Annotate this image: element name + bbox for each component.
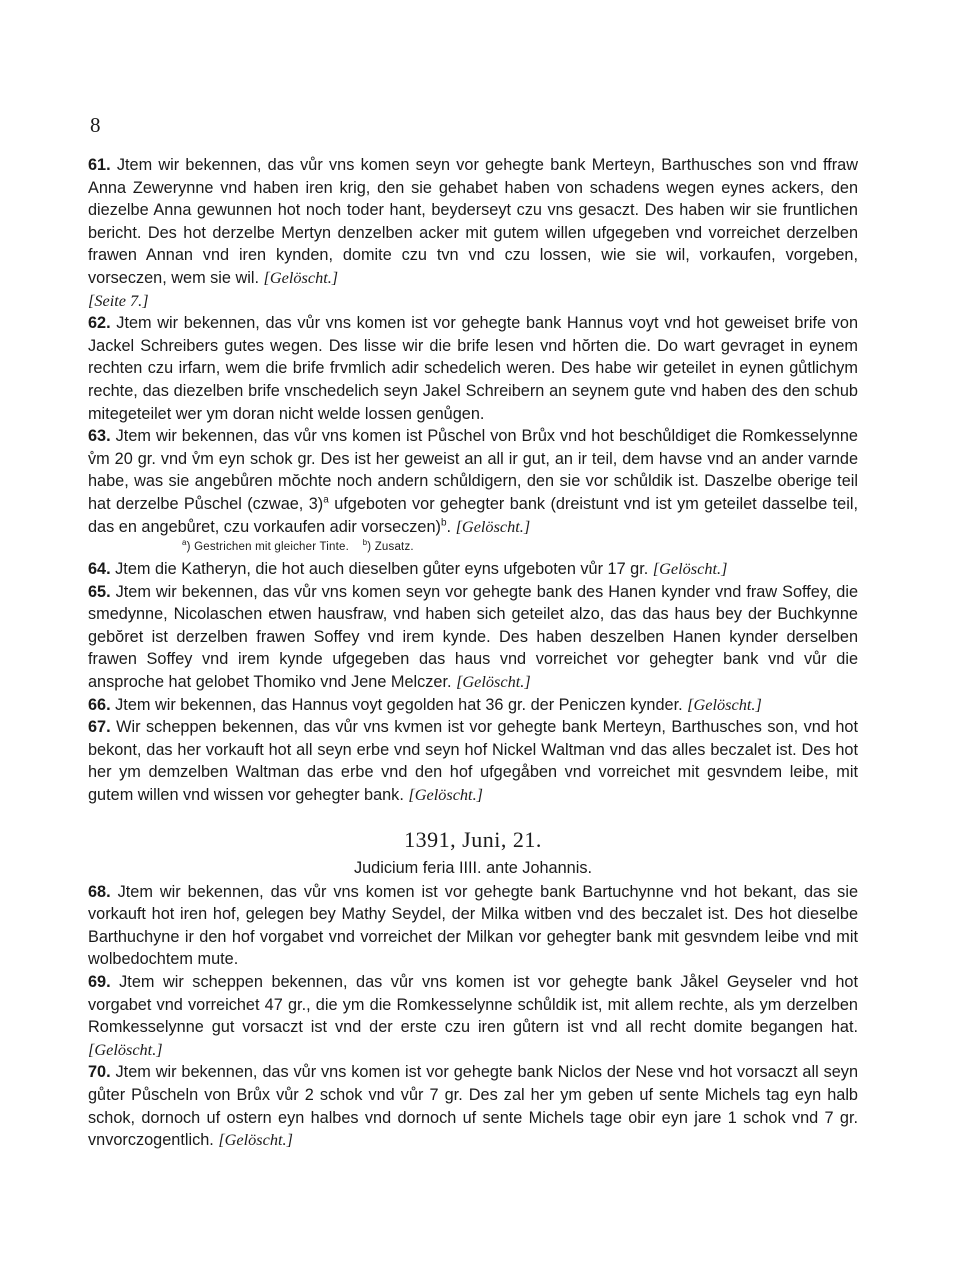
footnote-ref-b: b: [440, 517, 447, 529]
entry-text: Jtem wir bekennen, das vůr vns komen seyn vor gehegte bank Merteyn, Barthusches son vnd ffraw Anna Zewerynne vnd haben iren krig, den sie gehabet haben von schadens wegen eynes ackers, den diezelbe Anna gewunnen hot noch toder hant, beyderseyt czu vns gesaczt. Des haben wir sie fruntlichen bericht. Des hot derzelbe Mertyn denzelben acker mit gutem willen ufgegeben vnd vorreichet derzelben frawen Annan vnd iren kynden, domite czu tvn vnd czu lossen, wie sie wil, vorkaufen, vorgeben, vorseczen, wem sie wil.: [88, 156, 858, 287]
entry-number: 62.: [88, 314, 111, 333]
entry-number: 70.: [88, 1063, 111, 1082]
entry-number: 69.: [88, 973, 111, 991]
page-marker-text: [Seite 7.]: [88, 290, 149, 310]
entry-text: Wir scheppen bekennen, das vůr vns kvmen ist vor gehegte bank Merteyn, Barthusches son, vnd hot bekont, das her vorkauft hot all seyn erbe vnd seyn hof Nickel Waltman vnd das alles beczalet ist. Des hot her ym demzelben Waltman das erbe vnd den hof ufgegåben vnd vorreichet mit gesvndem leibe, mit gutem willen vnd wissen vor gehegter bank.: [88, 718, 858, 805]
entry-text: Jtem wir bekennen, das vůr vns komen ist vor gehegte bank Niclos der Nese vnd hot vorsaczt all seyn gůter Půscheln von Brůx vůr 2 schok vnd vůr 7 gr. Des zal her ym geben uf sente Michels tag eyn halb schok, dornoch uf ostern eyn halbes vnd dornoch uf sente Michels tage obir eyn jare 1 schok vnd 7 gr. vnvorczogentlich.: [88, 1063, 858, 1150]
entry-text: ufgeboten vor gehegter bank (dreistunt vnd ist ym geteilet dasselbe teil, das en angebůret, czu vorkaufen adir vorseczen): [88, 494, 858, 536]
entry-number: 63.: [88, 427, 111, 446]
deleted-note: [Gelöscht.]: [687, 694, 762, 714]
footnote-text-a: ) Gestrichen mit gleicher Tinte.: [186, 541, 350, 554]
entry-number: 61.: [88, 156, 111, 174]
entry-67: [88, 716, 858, 806]
entry-text: Jtem wir bekennen, das Hannus voyt gegolden hat 36 gr. der Peniczen kynder.: [110, 695, 688, 714]
deleted-note: [Gelöscht.]: [455, 516, 531, 536]
deleted-note: [Gelöscht.]: [652, 559, 728, 579]
entry-63: [88, 425, 858, 538]
entry-61: [88, 154, 858, 290]
document-body: [88, 154, 858, 1152]
entry-66: [88, 694, 858, 717]
entry-number: 66.: [88, 695, 111, 714]
entry-text: Jtem wir scheppen bekennen, das vůr vns komen ist vor gehegte bank Jåkel Geyseler vnd hot vorgabet vnd vorreichet 47 gr., die ym die Romkesselynne schůldik ist, mit allem rechte, als ym derzelben Romkesselynne gut vorsaczt ist vnd der erste czu iren gůtern ist vnd all recht domite begangen hat.: [88, 973, 858, 1037]
entry-text: Jtem wir bekennen, das vůr vns komen ist Půschel von Brůx vnd hot beschůldiget die Romkesselynne v̊m 20 gr. vnd v̊m eyn schok gr. Des ist her geweist an all ir gut, an ir teil, dem havse vnd an ander varnde habe, was sie angebůren mŏchte noch andern schůldigern, den sie vor schůldik ist. Daszelbe oberige teil hat derzelbe Půschel (czwae, 3): [88, 427, 858, 513]
page-marker: [88, 290, 858, 313]
entry-text: Jtem wir bekennen, das vůr vns komen ist vor gehegte bank Hannus voyt vnd hot geweiset brife von Jackel Schreibers gutes wegen. Des lisse wir die brife lesen vnd hŏrten die. Do wart gevraget in eynem rechten czu irfarn, wem die brife frvmlich adir schedelich weren. Des habe wir geteilet in eynen gůtlichym rechte, das diezelben brife vnschedelich seyn Jakel Schreibern an seynem gute vnd haben des den schub mitegeteilet wer ym doran nicht welde lossen genůgen.: [88, 314, 858, 423]
footnote-ref-a: a: [323, 494, 329, 506]
entry-68: [88, 881, 858, 971]
entry-number: 67.: [88, 718, 111, 737]
date-heading: 1391, Juni, 21.: [404, 826, 542, 852]
footnote: [182, 539, 858, 556]
entry-69: [88, 971, 858, 1061]
entry-text: Jtem wir bekennen, das vůr vns komen seyn vor gehegte bank des Hanen kynder vnd fraw Soffey, die smedynne, Nicolaschen etwen hausfraw, vnd haben sich geteilet alzo, das das haus bey der Buchkynne gebŏret ist derzelben frawen Soffey vnd irem kynde. Des haben deszelben Hanen kynder derselben frawen Soffey vnd irem kynde ufgegeben das haus vnd vorreichet vor gehegter bank vnd vůr die ansproche hat gelobet Thomiko vnd Jene Melczer.: [88, 582, 858, 692]
entry-text: Jtem die Katheryn, die hot auch dieselben gůter eyns ufgeboten vůr 17 gr.: [110, 560, 653, 579]
entry-number: 64.: [88, 560, 111, 579]
deleted-note: [Gelöscht.]: [263, 267, 339, 287]
footnote-mark-a: a: [182, 538, 187, 548]
deleted-note: [Gelöscht.]: [218, 1130, 293, 1150]
entry-text: Jtem wir bekennen, das vůr vns komen ist vor gehegte bank Bartuchynne vnd hot bekant, das sie vorkauft hot iren hof, gelegen bey Mathy Seydel, der Milka witben vnd des beczalet ist. Des hot dieselbe Barthuchyne ir den hof vorgabet vnd vorreichet der Milkan vor gehegter bank mit gesvndem leibe vnd mit wolbedochtem mute.: [88, 882, 858, 969]
entry-number: 65.: [88, 582, 111, 601]
entry-text: .: [446, 517, 456, 536]
session-heading: Judicium feria IIII. ante Johannis.: [353, 858, 592, 877]
deleted-note: [Gelöscht.]: [408, 785, 483, 805]
entry-70: [88, 1061, 858, 1151]
footnote-mark-b: b: [362, 538, 368, 548]
deleted-note: [Gelöscht.]: [88, 1039, 163, 1059]
deleted-note: [Gelöscht.]: [456, 672, 531, 692]
entry-62: [88, 312, 858, 425]
page-number: 8: [90, 113, 101, 137]
entry-number: 68.: [88, 882, 111, 901]
footnote-text-b: ) Zusatz.: [367, 541, 414, 554]
entry-64: [88, 558, 858, 581]
entry-65: [88, 581, 858, 694]
